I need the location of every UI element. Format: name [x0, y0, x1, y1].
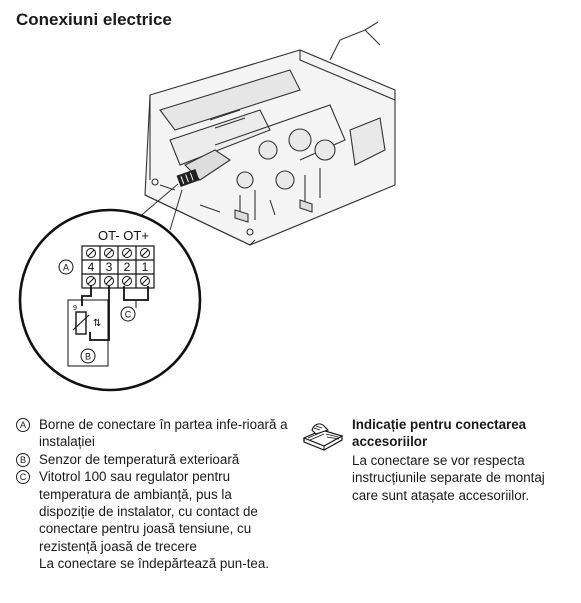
legend-list	[16, 416, 291, 573]
legend-marker: A	[16, 418, 30, 432]
callout-c-label: C	[124, 309, 132, 320]
terminal-number: 3	[105, 260, 113, 274]
terminal-number: 4	[87, 260, 95, 274]
legend-text: Borne de conectare în partea infe-rioară a instalației	[39, 417, 288, 450]
note-title: Indicație pentru conectarea accesoriilor	[352, 417, 527, 450]
terminal-number: 1	[141, 260, 149, 274]
callout-a-label: A	[62, 262, 70, 273]
legend-item	[16, 451, 291, 468]
boiler-illustration	[145, 22, 395, 245]
temp-arrows-icon: ⇅	[93, 318, 102, 329]
legend-text: Vitotrol 100 sau regulator pentru temperatura de ambianță, pus la dispoziție de instalator, cu contact de conectare pentru joasă tensiune, cu rezistență joasă de trecere	[39, 469, 258, 554]
book-hand-icon	[300, 418, 346, 452]
legend-marker: C	[16, 470, 30, 484]
note-body: La conectare se vor respecta instrucțiunile separate de montaj care sunt atașate accesoriilor.	[352, 453, 545, 503]
legend-marker: B	[16, 453, 30, 467]
sensor-mark: 9	[73, 305, 77, 312]
page-title: Conexiuni electrice	[16, 10, 172, 29]
legend-text: Senzor de temperatură exterioară	[39, 451, 240, 467]
legend-extra-text: La conectare se îndepărtează pun-tea.	[39, 556, 270, 572]
legend-item	[16, 468, 291, 572]
ot-label: OT- OT+	[98, 228, 149, 243]
callout-b-label: B	[84, 351, 92, 362]
terminal-number: 2	[123, 260, 131, 274]
legend-item	[16, 416, 291, 451]
